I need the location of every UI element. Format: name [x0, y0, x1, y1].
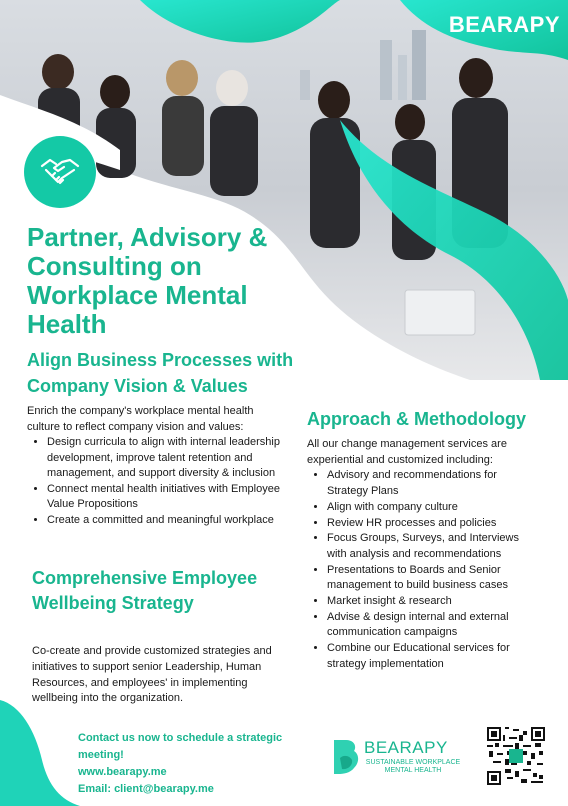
- list-item: • Connect mental health initiatives with Employee Value Propositions: [47, 482, 282, 513]
- email-link[interactable]: Email: client@bearapy.me: [78, 783, 214, 795]
- bearapy-logo: [330, 738, 465, 780]
- bear-logo-icon: [330, 738, 360, 778]
- section1-intro: Enrich the company's workplace mental health culture to reflect company vision and values:: [27, 405, 254, 433]
- list-item: • Advise & design internal and external communication campaigns: [327, 610, 539, 641]
- logo-tagline: SUSTAINABLE WORKPLACE MENTAL HEALTH: [365, 759, 461, 774]
- contact-block: [78, 730, 318, 798]
- list-item: • Market insight & research: [327, 594, 539, 610]
- page-title: Partner, Advisory & Consulting on Workplace Mental Health: [27, 222, 268, 339]
- contact-cta: Contact us now to schedule a strategic meeting!: [78, 732, 283, 761]
- section1-body: [27, 404, 282, 528]
- list-item: • Review HR processes and policies: [327, 516, 539, 532]
- section3-heading: Approach & Methodology: [307, 409, 526, 429]
- decorative-wave: [0, 700, 80, 806]
- section2-heading: Comprehensive Employee Wellbeing Strategy: [32, 568, 258, 613]
- list-item: • Presentations to Boards and Senior management to build business cases: [327, 563, 539, 594]
- section3-list: [307, 468, 539, 672]
- section1-heading: Align Business Processes with Company Vision & Values: [27, 350, 294, 396]
- list-item: • Combine our Educational services for strategy implementation: [327, 641, 539, 672]
- list-item: • Create a committed and meaningful workplace: [47, 513, 282, 529]
- website-link[interactable]: www.bearapy.me: [78, 766, 167, 778]
- section2-body: Co-create and provide customized strategies and initiatives to support senior Leadership, Human Resources, and employees' in implementing wellbeing into the organization.: [32, 645, 272, 705]
- list-item: • Align with company culture: [327, 500, 539, 516]
- section1-list: [27, 435, 282, 528]
- qr-code[interactable]: [487, 727, 545, 785]
- list-item: • Advisory and recommendations for Strategy Plans: [327, 468, 539, 499]
- list-item: • Design curricula to align with internal leadership development, improve talent retention and management, and support diversity & inclusion: [47, 435, 282, 482]
- section3-intro: All our change management services are experiential and customized including:: [307, 438, 507, 466]
- section3-body: [307, 437, 539, 673]
- logo-wordmark: BEARAPY: [364, 738, 448, 757]
- brand-name: BEARAPY: [448, 12, 560, 37]
- list-item: • Focus Groups, Surveys, and Interviews with analysis and recommendations: [327, 531, 539, 562]
- handshake-icon: [24, 136, 96, 208]
